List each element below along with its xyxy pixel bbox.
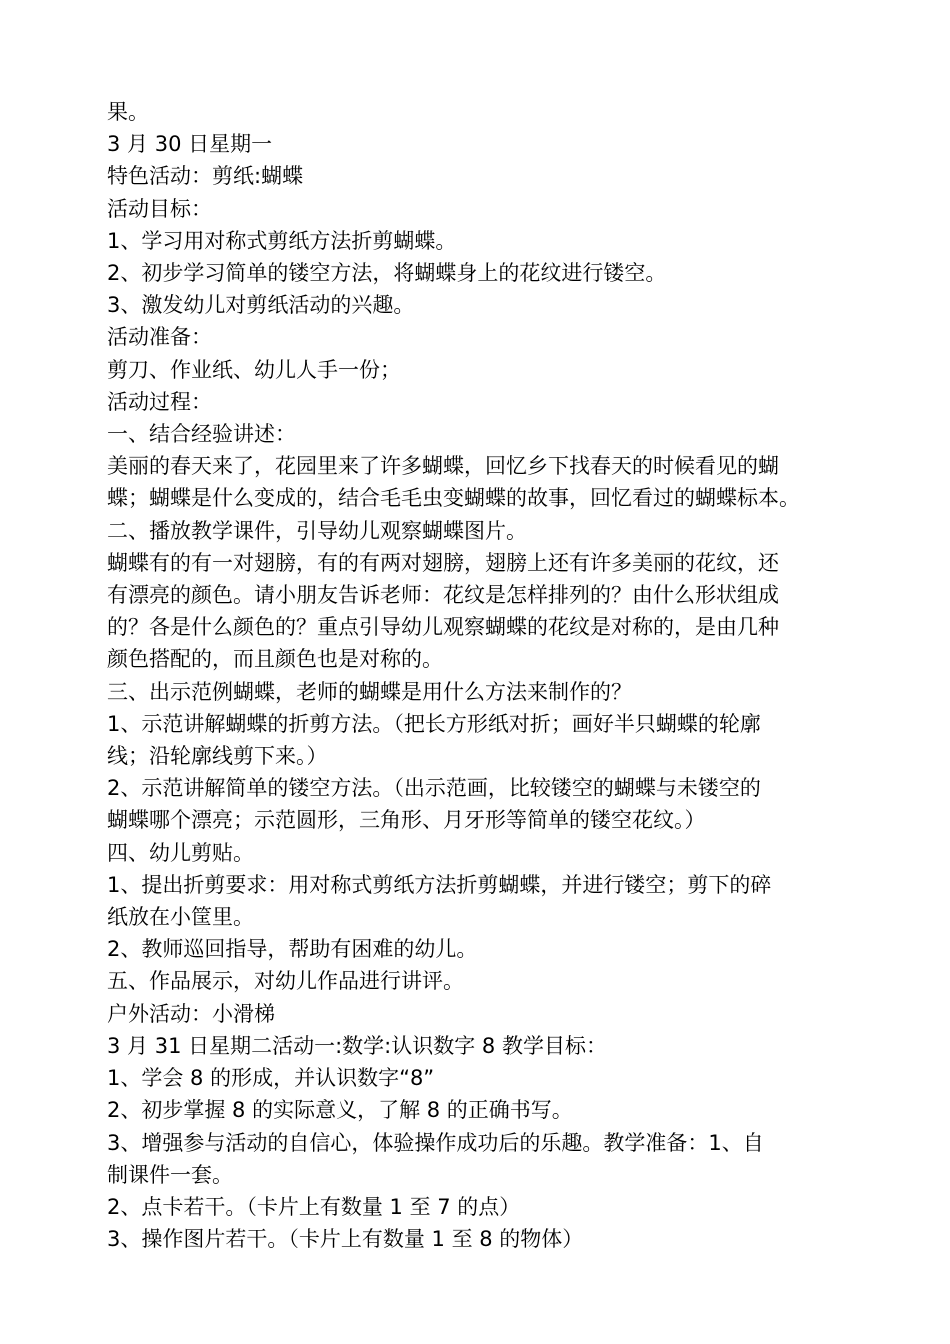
document-page: [107, 96, 907, 1255]
text-line: 蝴蝶哪个漂亮；示范圆形，三角形、月牙形等简单的镂空花纹。）: [107, 808, 706, 833]
list-item: 2、教师巡回指导，帮助有困难的幼儿。: [107, 937, 478, 962]
step-heading: 三、出示范例蝴蝶，老师的蝴蝶是用什么方法来制作的？: [107, 679, 632, 704]
step-heading: 四、幼儿剪贴。: [107, 840, 254, 865]
list-item: 1、学习用对称式剪纸方法折剪蝴蝶。: [107, 228, 457, 253]
list-item: 3、激发幼儿对剪纸活动的兴趣。: [107, 293, 415, 318]
list-item: 2、初步掌握 8 的实际意义，了解 8 的正确书写。: [107, 1098, 573, 1123]
text-line: 制课件一套。: [107, 1162, 233, 1187]
activity-title: 户外活动：小滑梯: [107, 1001, 275, 1026]
text-line: 纸放在小筐里。: [107, 905, 254, 930]
text-line: 有漂亮的颜色。请小朋友告诉老师：花纹是怎样排列的？由什么形状组成: [107, 583, 779, 608]
text-line: 剪刀、作业纸、幼儿人手一份；: [107, 357, 401, 382]
date-heading: 3 月 30 日星期一: [107, 132, 273, 157]
text-line: 颜色搭配的，而且颜色也是对称的。: [107, 647, 443, 672]
list-item: 1、提出折剪要求：用对称式剪纸方法折剪蝴蝶，并进行镂空；剪下的碎: [107, 872, 772, 897]
activity-title: 特色活动：剪纸:蝴蝶: [107, 164, 304, 189]
list-item: 3、增强参与活动的自信心，体验操作成功后的乐趣。教学准备：1、自: [107, 1130, 764, 1155]
step-heading: 五、作品展示，对幼儿作品进行讲评。: [107, 969, 464, 994]
text-line: 美丽的春天来了，花园里来了许多蝴蝶，回忆乡下找春天的时候看见的蝴: [107, 454, 779, 479]
list-item: 2、点卡若干。（卡片上有数量 1 至 7 的点）: [107, 1194, 521, 1219]
text-line: 果。: [107, 100, 149, 124]
list-item: 2、示范讲解简单的镂空方法。（出示范画，比较镂空的蝴蝶与未镂空的: [107, 776, 761, 801]
list-item: 2、初步学习简单的镂空方法，将蝴蝶身上的花纹进行镂空。: [107, 261, 667, 286]
list-item: 3、操作图片若干。（卡片上有数量 1 至 8 的物体）: [107, 1227, 584, 1252]
step-heading: 一、结合经验讲述：: [107, 422, 296, 447]
list-item: 1、学会 8 的形成，并认识数字“8”: [107, 1066, 435, 1091]
step-heading: 二、播放教学课件，引导幼儿观察蝴蝶图片。: [107, 518, 527, 543]
section-heading: 活动准备：: [107, 325, 212, 350]
section-heading: 活动目标：: [107, 196, 212, 221]
date-heading: 3 月 31 日星期二活动一:数学:认识数字 8 教学目标：: [107, 1033, 607, 1058]
list-item: 1、示范讲解蝴蝶的折剪方法。（把长方形纸对折；画好半只蝴蝶的轮廓: [107, 711, 761, 736]
text-line: 线；沿轮廓线剪下来。）: [107, 744, 328, 769]
text-line: 蝴蝶有的有一对翅膀，有的有两对翅膀，翅膀上还有许多美丽的花纹，还: [107, 550, 779, 575]
section-heading: 活动过程：: [107, 389, 212, 414]
text-line: 蝶；蝴蝶是什么变成的，结合毛毛虫变蝴蝶的故事，回忆看过的蝴蝶标本。: [107, 486, 800, 511]
text-line: 的？各是什么颜色的？重点引导幼儿观察蝴蝶的花纹是对称的，是由几种: [107, 615, 779, 640]
